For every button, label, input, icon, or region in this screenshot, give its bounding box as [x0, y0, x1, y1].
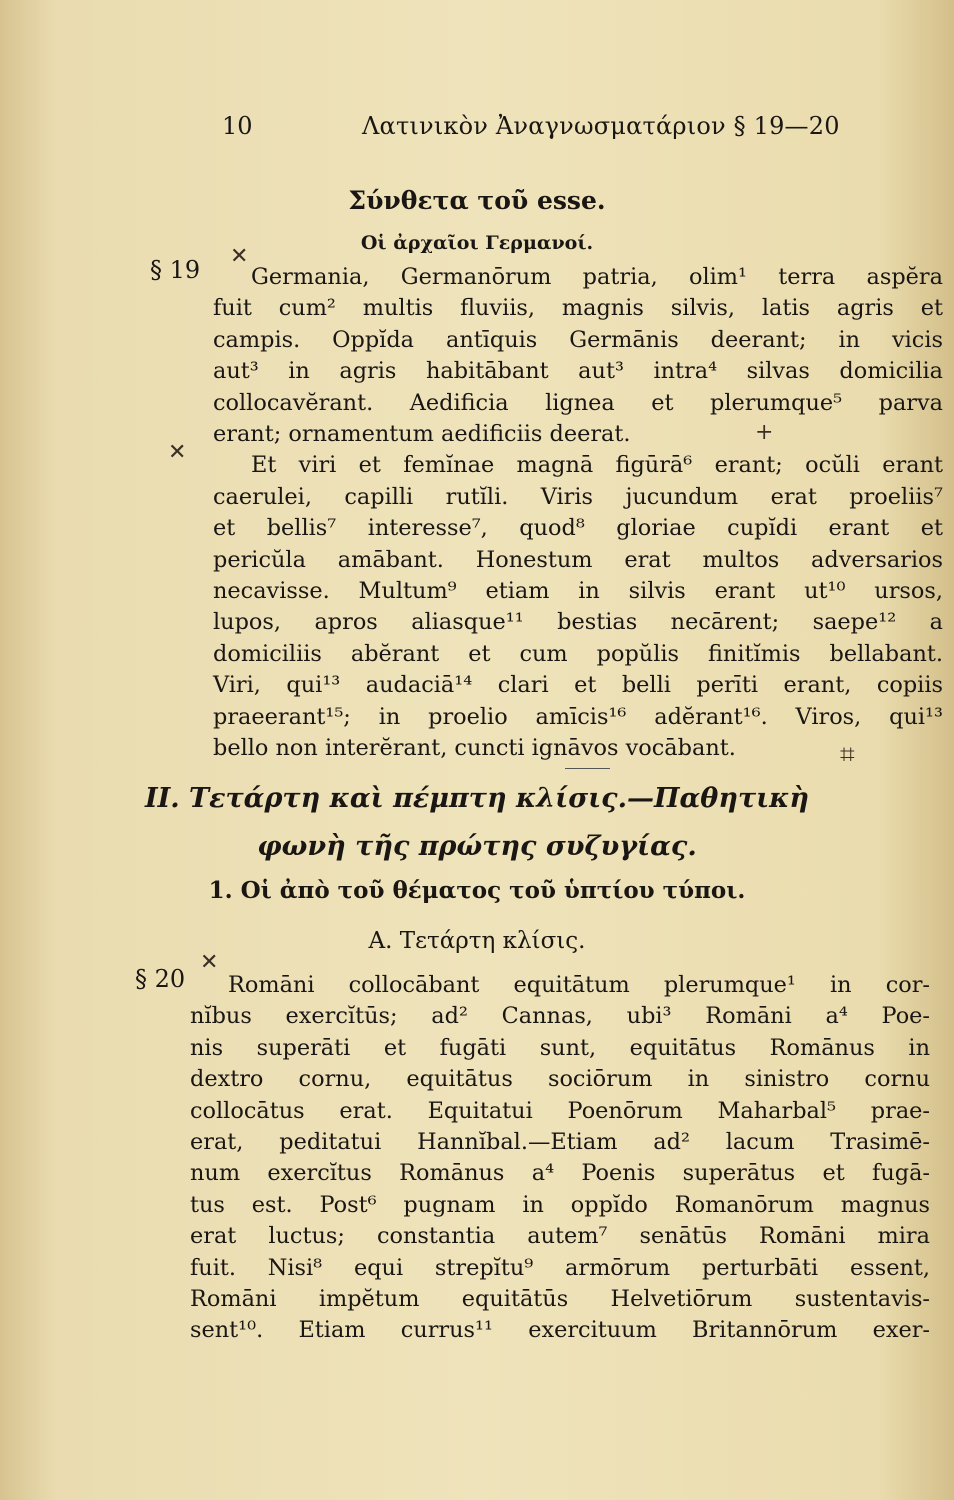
section-sign-19: § 19: [150, 256, 201, 284]
text-line: caerulei, capilli rutĭli. Viris jucundum erat proeliis⁷: [213, 483, 943, 510]
text-line: fuit. Nisi⁸ equi strepĭtu⁹ armōrum perturbāti essent,: [190, 1254, 930, 1281]
sub-sub-heading: Α. Τετάρτη κλίσις.: [368, 928, 586, 954]
text-line: praeerant¹⁵; in proelio amīcis¹⁶ adĕrant¹⁶. Viros, qui¹³: [213, 703, 943, 730]
text-line: Romāni collocābant equitātum plerumque¹ in cor-: [228, 972, 930, 998]
text-line: dextro cornu, equitātus sociōrum in sinistro cornu: [190, 1066, 930, 1093]
pencil-mark-icon: ✕: [230, 244, 249, 269]
running-title: Λατινικὸν Ἀναγνωσματάριον § 19—20: [362, 112, 840, 140]
text-line: num exercĭtus Romānus a⁴ Poenis superātus et fugā-: [190, 1160, 930, 1187]
section-sign-20: § 20: [135, 965, 186, 993]
pencil-mark-icon: ✕: [168, 440, 187, 465]
text-line: necavisse. Multum⁹ etiam in silvis erant ut¹⁰ ursos,: [213, 578, 943, 605]
text-line: fuit cum² multis fluviis, magnis silvis, latis agris et: [213, 295, 943, 322]
text-line: tus est. Post⁶ pugnam in oppĭdo Romanōrum magnus: [190, 1191, 930, 1218]
text-line: erant; ornamentum aedificiis deerat.: [213, 421, 631, 448]
text-line: Viri, qui¹³ audaciā¹⁴ clari et belli perīti erant, copiis: [213, 672, 943, 699]
section-title: Σύνθετα τοῦ esse.: [348, 186, 606, 215]
pencil-mark-icon: ✕: [200, 950, 219, 975]
text-line: bello non interĕrant, cuncti ignāvos vocābant.: [213, 735, 736, 762]
section-20-text: [190, 970, 930, 1347]
text-line: lupos, apros aliasque¹¹ bestias necārent; saepe¹² a: [213, 609, 943, 636]
section-subtitle: Οἱ ἀρχαῖοι Γερμανοί.: [360, 232, 594, 254]
text-line: Et viri et femĭnae magnā figūrā⁶ erant; ocŭli erant: [251, 452, 943, 479]
text-line: aut³ in agris habitābant aut³ intra⁴ silvas domicilia: [213, 358, 943, 385]
pencil-mark-icon: +: [755, 420, 774, 445]
text-line: sent¹⁰. Etiam currus¹¹ exercituum Britannōrum exer-: [190, 1317, 930, 1344]
text-line: collocavĕrant. Aedificia lignea et plerumque⁵ parva: [213, 389, 943, 416]
chapter-heading-continued: φωνὴ τῆς πρώτης συζυγίας.: [257, 831, 697, 862]
short-rule: [565, 768, 610, 769]
text-line: et bellis⁷ interesse⁷, quod⁸ gloriae cupĭdi erant et: [213, 515, 943, 542]
pencil-scribble-icon: ⌗: [840, 740, 855, 770]
text-line: domiciliis abĕrant et cum popŭlis finitĭmis bellabant.: [213, 640, 943, 667]
page-number: 10: [222, 112, 253, 140]
text-line: campis. Oppĭda antīquis Germānis deerant; in vicis: [213, 326, 943, 353]
section-19-text: [213, 262, 943, 765]
text-line: nis superāti et fugāti sunt, equitātus Romānus in: [190, 1034, 930, 1061]
sub-heading: 1. Οἱ ἀπὸ τοῦ θέματος τοῦ ὑπτίου τύποι.: [208, 877, 746, 904]
text-line: Germania, Germanōrum patria, olim¹ terra aspĕra: [251, 264, 943, 290]
text-line: erat, peditatui Hannĭbal.—Etiam ad² lacum Trasimē-: [190, 1129, 930, 1156]
text-line: nĭbus exercĭtūs; ad² Cannas, ubi³ Romāni a⁴ Poe-: [190, 1003, 930, 1030]
chapter-heading: II. Τετάρτη καὶ πέμπτη κλίσις.—Παθητικὴ: [144, 783, 810, 814]
text-line: Romāni impĕtum equitātūs Helvetiōrum sustentavis-: [190, 1286, 930, 1313]
text-line: collocātus erat. Equitatui Poenōrum Maharbal⁵ prae-: [190, 1097, 930, 1124]
text-line: erat luctus; constantia autem⁷ senātūs Romāni mira: [190, 1223, 930, 1250]
text-line: pericŭla amābant. Honestum erat multos adversarios: [213, 546, 943, 573]
